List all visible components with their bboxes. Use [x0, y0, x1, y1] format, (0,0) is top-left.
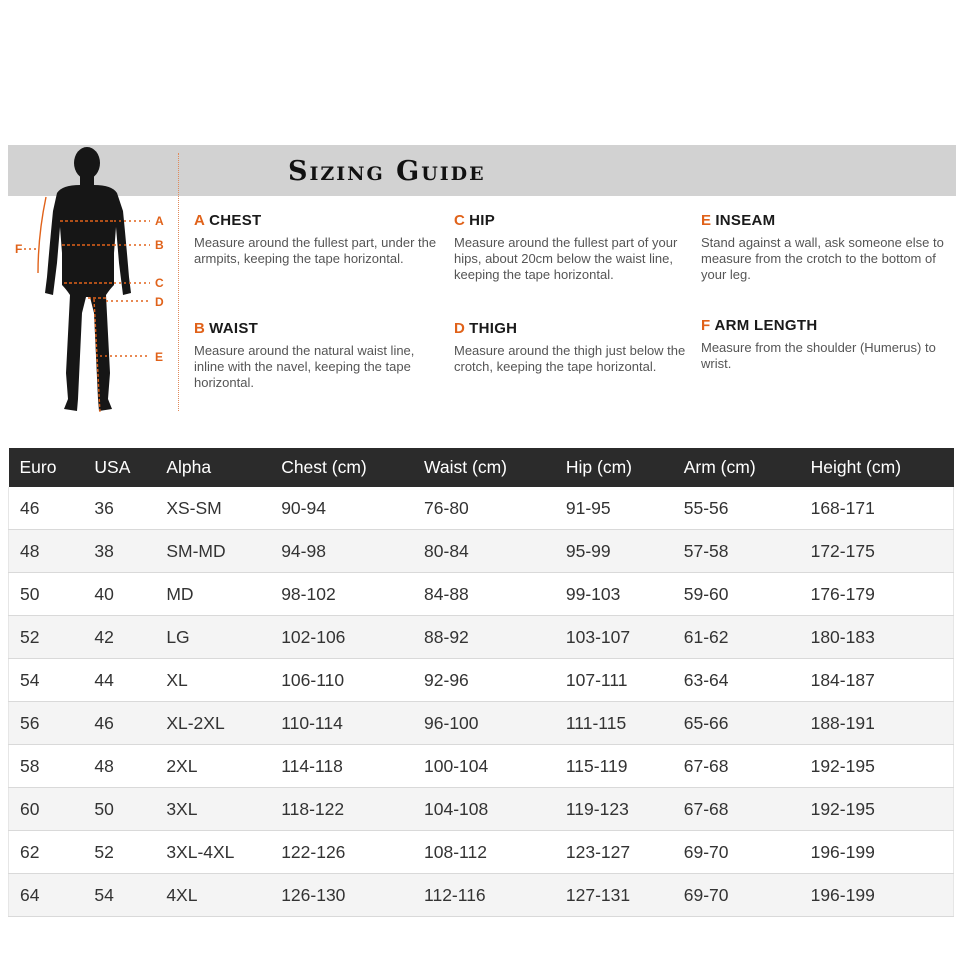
- table-cell: 61-62: [673, 616, 800, 659]
- table-cell: 102-106: [270, 616, 413, 659]
- table-cell: 2XL: [155, 745, 270, 788]
- table-cell: 184-187: [800, 659, 954, 702]
- table-cell: XL-2XL: [155, 702, 270, 745]
- table-cell: 62: [9, 831, 84, 874]
- table-row: [9, 573, 954, 616]
- table-cell: 48: [9, 530, 84, 573]
- table-cell: 110-114: [270, 702, 413, 745]
- table-cell: 3XL: [155, 788, 270, 831]
- section-title: CHEST: [209, 212, 262, 229]
- section-text: Measure from the shoulder (Humerus) to wrist.: [701, 340, 936, 371]
- table-cell: 36: [83, 487, 155, 530]
- silhouette-icon: [45, 147, 131, 411]
- table-cell: 80-84: [413, 530, 555, 573]
- table-cell: 196-199: [800, 874, 954, 917]
- table-cell: 64: [9, 874, 84, 917]
- page-title: Sizing Guide: [288, 156, 486, 187]
- table-row: [9, 702, 954, 745]
- table-cell: 63-64: [673, 659, 800, 702]
- column-header: Arm (cm): [673, 448, 800, 487]
- section-waist: B WAIST Measure around the natural waist line, inline with the navel, keeping the tape horizontal.: [194, 320, 444, 391]
- column-header: Waist (cm): [413, 448, 555, 487]
- table-cell: 95-99: [555, 530, 673, 573]
- table-cell: 54: [83, 874, 155, 917]
- section-title: THIGH: [469, 320, 518, 337]
- table-cell: 38: [83, 530, 155, 573]
- table-cell: 100-104: [413, 745, 555, 788]
- table-row: [9, 487, 954, 530]
- figure-label-d: D: [155, 295, 164, 309]
- table-cell: 3XL-4XL: [155, 831, 270, 874]
- table-cell: 96-100: [413, 702, 555, 745]
- table-cell: 119-123: [555, 788, 673, 831]
- table-cell: XL: [155, 659, 270, 702]
- table-cell: 90-94: [270, 487, 413, 530]
- table-cell: 114-118: [270, 745, 413, 788]
- table-cell: 126-130: [270, 874, 413, 917]
- table-row: [9, 745, 954, 788]
- table-cell: 58: [9, 745, 84, 788]
- table-cell: 176-179: [800, 573, 954, 616]
- section-text: Measure around the thigh just below the crotch, keeping the tape horizontal.: [454, 343, 686, 374]
- table-cell: 55-56: [673, 487, 800, 530]
- table-cell: 188-191: [800, 702, 954, 745]
- table-cell: 40: [83, 573, 155, 616]
- table-cell: 88-92: [413, 616, 555, 659]
- table-cell: 65-66: [673, 702, 800, 745]
- table-cell: 67-68: [673, 788, 800, 831]
- table-row: [9, 659, 954, 702]
- column-header: Hip (cm): [555, 448, 673, 487]
- table-cell: 115-119: [555, 745, 673, 788]
- table-cell: 172-175: [800, 530, 954, 573]
- table-cell: 50: [83, 788, 155, 831]
- table-row: [9, 616, 954, 659]
- table-cell: 123-127: [555, 831, 673, 874]
- section-inseam: E INSEAM Stand against a wall, ask someone else to measure from the crotch to the bottom of your leg.: [701, 212, 955, 283]
- table-cell: SM-MD: [155, 530, 270, 573]
- table-cell: 108-112: [413, 831, 555, 874]
- table-cell: 103-107: [555, 616, 673, 659]
- table-cell: 56: [9, 702, 84, 745]
- section-text: Measure around the fullest part of your hips, about 20cm below the waist line, keeping the tape horizontal.: [454, 235, 678, 282]
- table-cell: 112-116: [413, 874, 555, 917]
- table-cell: 107-111: [555, 659, 673, 702]
- section-arm-length: F ARM LENGTH Measure from the shoulder (Humerus) to wrist.: [701, 317, 941, 372]
- table-cell: 104-108: [413, 788, 555, 831]
- section-title: ARM LENGTH: [714, 317, 818, 334]
- table-cell: 60: [9, 788, 84, 831]
- table-cell: 127-131: [555, 874, 673, 917]
- section-text: Measure around the natural waist line, inline with the navel, keeping the tape horizontal.: [194, 343, 415, 390]
- table-row: [9, 874, 954, 917]
- section-title: INSEAM: [715, 212, 776, 229]
- table-cell: 91-95: [555, 487, 673, 530]
- figure-label-f: F: [15, 242, 23, 256]
- table-cell: 192-195: [800, 745, 954, 788]
- section-text: Measure around the fullest part, under the armpits, keeping the tape horizontal.: [194, 235, 437, 266]
- table-cell: 48: [83, 745, 155, 788]
- section-chest: A CHEST Measure around the fullest part, under the armpits, keeping the tape horizontal.: [194, 212, 444, 267]
- section-title: HIP: [469, 212, 496, 229]
- table-cell: 46: [9, 487, 84, 530]
- table-cell: 4XL: [155, 874, 270, 917]
- table-row: [9, 788, 954, 831]
- table-row: [9, 530, 954, 573]
- table-header-row: [9, 448, 954, 487]
- table-cell: 196-199: [800, 831, 954, 874]
- table-cell: MD: [155, 573, 270, 616]
- size-table: [8, 448, 954, 917]
- table-cell: 84-88: [413, 573, 555, 616]
- figure-label-c: C: [155, 276, 164, 290]
- figure-label-e: E: [155, 350, 164, 364]
- table-cell: 111-115: [555, 702, 673, 745]
- table-cell: 42: [83, 616, 155, 659]
- table-cell: 52: [9, 616, 84, 659]
- table-cell: 99-103: [555, 573, 673, 616]
- section-text: Stand against a wall, ask someone else to measure from the crotch to the bottom of your leg.: [701, 235, 944, 282]
- table-cell: 59-60: [673, 573, 800, 616]
- table-cell: 76-80: [413, 487, 555, 530]
- column-header: Chest (cm): [270, 448, 413, 487]
- table-cell: 122-126: [270, 831, 413, 874]
- table-cell: 94-98: [270, 530, 413, 573]
- table-cell: 46: [83, 702, 155, 745]
- table-row: [9, 831, 954, 874]
- table-cell: 52: [83, 831, 155, 874]
- table-cell: 180-183: [800, 616, 954, 659]
- table-cell: 69-70: [673, 831, 800, 874]
- column-header: Height (cm): [800, 448, 954, 487]
- section-title: WAIST: [209, 320, 259, 337]
- body-measurement-figure: [10, 145, 190, 417]
- table-cell: 50: [9, 573, 84, 616]
- table-cell: 67-68: [673, 745, 800, 788]
- table-cell: 118-122: [270, 788, 413, 831]
- column-header: Euro: [9, 448, 84, 487]
- divider-line: [178, 153, 179, 411]
- table-cell: 106-110: [270, 659, 413, 702]
- column-header: Alpha: [155, 448, 270, 487]
- figure-label-a: A: [155, 214, 164, 228]
- table-cell: LG: [155, 616, 270, 659]
- table-cell: 69-70: [673, 874, 800, 917]
- table-cell: 57-58: [673, 530, 800, 573]
- column-header: USA: [83, 448, 155, 487]
- table-cell: 92-96: [413, 659, 555, 702]
- figure-label-b: B: [155, 238, 164, 252]
- table-cell: 98-102: [270, 573, 413, 616]
- section-hip: C HIP Measure around the fullest part of your hips, about 20cm below the waist line, keeping the tape horizontal.: [454, 212, 694, 283]
- table-cell: 54: [9, 659, 84, 702]
- table-cell: 168-171: [800, 487, 954, 530]
- table-cell: XS-SM: [155, 487, 270, 530]
- table-cell: 192-195: [800, 788, 954, 831]
- section-thigh: D THIGH Measure around the thigh just below the crotch, keeping the tape horizontal.: [454, 320, 694, 375]
- table-cell: 44: [83, 659, 155, 702]
